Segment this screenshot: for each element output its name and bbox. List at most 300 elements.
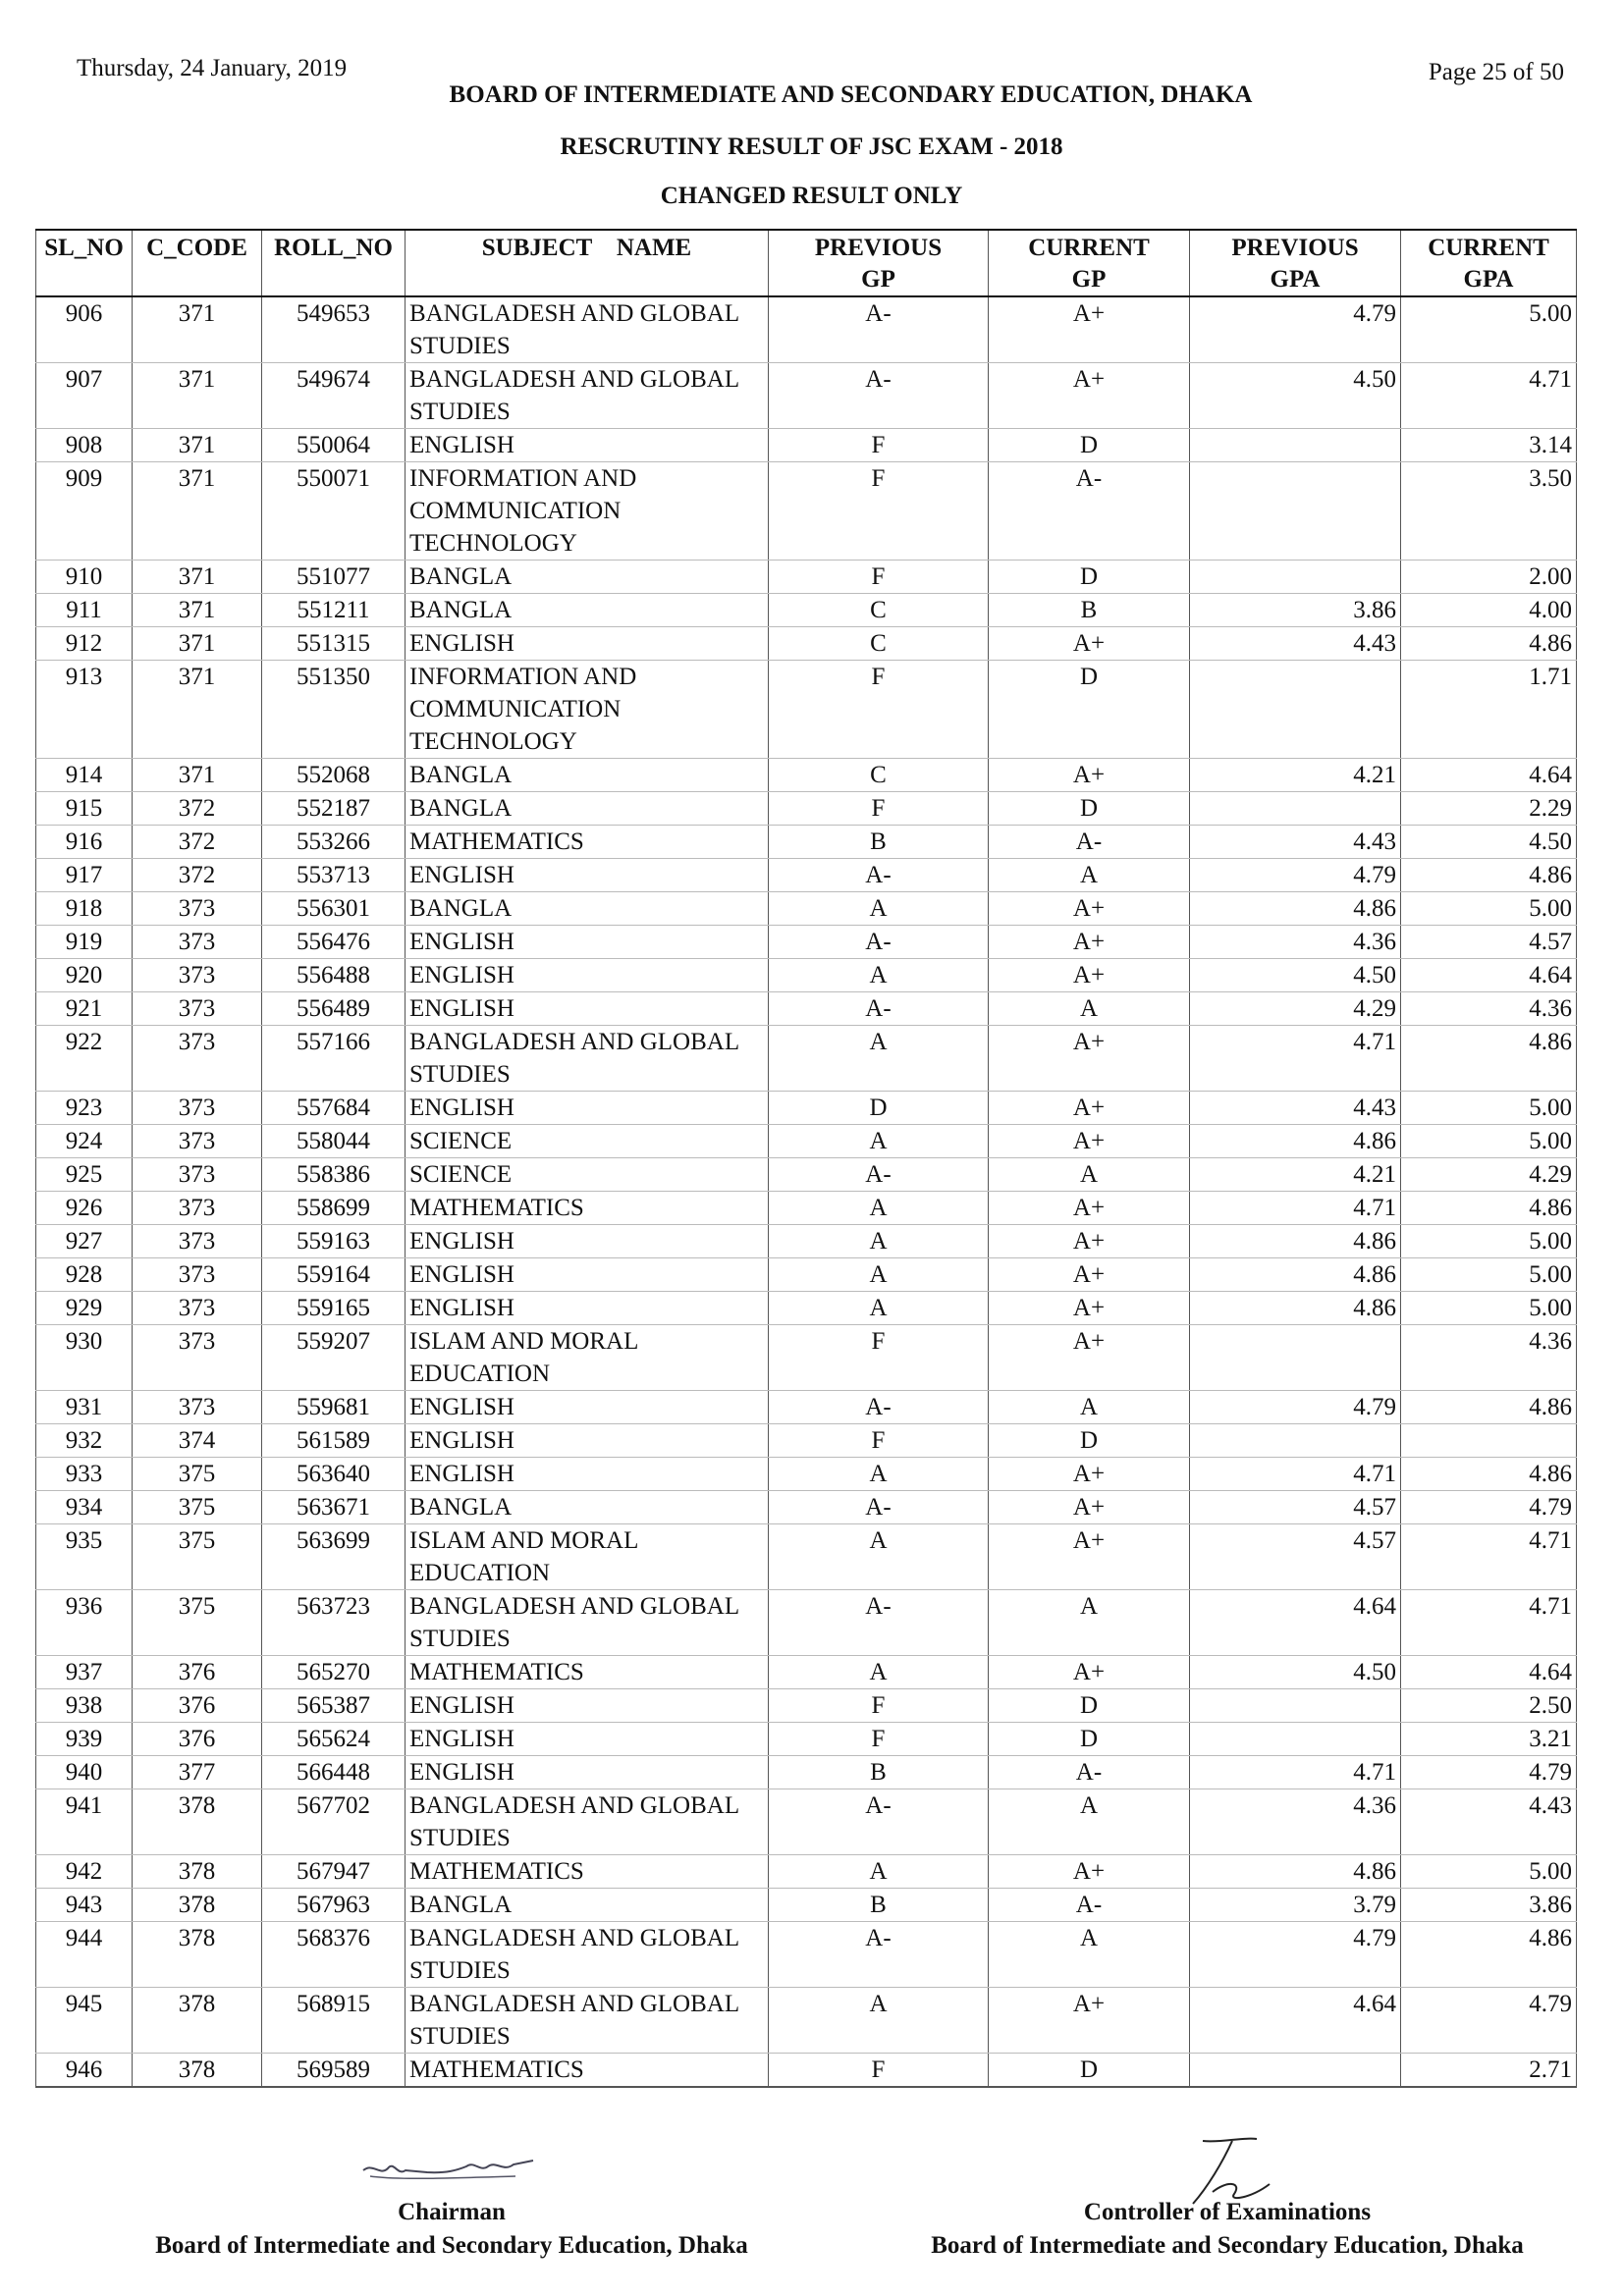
cell-subject: BANGLA <box>406 561 769 594</box>
cell-c-code: 378 <box>133 1988 262 2054</box>
cell-previous-gp: F <box>769 2054 989 2088</box>
cell-roll-no: 549653 <box>262 296 406 363</box>
cell-current-gp: A+ <box>989 959 1190 992</box>
cell-previous-gp: A <box>769 1292 989 1325</box>
cell-roll-no: 565624 <box>262 1723 406 1756</box>
cell-previous-gpa: 4.36 <box>1190 926 1401 959</box>
cell-roll-no: 551211 <box>262 594 406 627</box>
cell-subject: BANGLADESH AND GLOBAL STUDIES <box>406 1026 769 1092</box>
cell-subject: ENGLISH <box>406 627 769 661</box>
cell-previous-gp: A- <box>769 1391 989 1424</box>
cell-current-gpa: 4.79 <box>1401 1988 1577 2054</box>
cell-roll-no: 565270 <box>262 1656 406 1689</box>
cell-current-gpa: 4.50 <box>1401 826 1577 859</box>
cell-subject: ENGLISH <box>406 1225 769 1258</box>
cell-sl-no: 935 <box>36 1524 133 1590</box>
cell-previous-gpa: 4.36 <box>1190 1789 1401 1855</box>
cell-previous-gpa <box>1190 2054 1401 2088</box>
cell-roll-no: 569589 <box>262 2054 406 2088</box>
cell-c-code: 373 <box>133 1026 262 1092</box>
cell-current-gpa: 4.71 <box>1401 363 1577 429</box>
exam-title: RESCRUTINY RESULT OF JSC EXAM - 2018 <box>560 133 1063 160</box>
cell-roll-no: 552068 <box>262 759 406 792</box>
cell-subject: ENGLISH <box>406 1258 769 1292</box>
cell-roll-no: 556476 <box>262 926 406 959</box>
cell-current-gpa: 5.00 <box>1401 1292 1577 1325</box>
cell-current-gpa: 3.21 <box>1401 1723 1577 1756</box>
cell-roll-no: 557166 <box>262 1026 406 1092</box>
col-header-ccode: C_CODE <box>133 230 262 296</box>
cell-c-code: 371 <box>133 462 262 561</box>
cell-sl-no: 912 <box>36 627 133 661</box>
cell-current-gp: A- <box>989 462 1190 561</box>
cell-previous-gpa: 4.86 <box>1190 1258 1401 1292</box>
cell-current-gpa: 1.71 <box>1401 661 1577 759</box>
cell-current-gp: A+ <box>989 1258 1190 1292</box>
table-row <box>36 926 1577 959</box>
cell-c-code: 371 <box>133 296 262 363</box>
cell-subject: BANGLADESH AND GLOBAL STUDIES <box>406 296 769 363</box>
cell-previous-gpa <box>1190 561 1401 594</box>
table-row <box>36 1458 1577 1491</box>
cell-current-gp: A <box>989 992 1190 1026</box>
cell-subject: ENGLISH <box>406 992 769 1026</box>
cell-c-code: 376 <box>133 1689 262 1723</box>
cell-current-gp: A- <box>989 1756 1190 1789</box>
cell-previous-gpa: 4.79 <box>1190 1922 1401 1988</box>
table-row <box>36 1789 1577 1855</box>
cell-subject: INFORMATION AND COMMUNICATION TECHNOLOGY <box>406 462 769 561</box>
table-row <box>36 1889 1577 1922</box>
table-row <box>36 1125 1577 1158</box>
cell-previous-gp: F <box>769 462 989 561</box>
cell-c-code: 373 <box>133 1192 262 1225</box>
table-header-row <box>36 230 1577 296</box>
cell-previous-gpa: 4.79 <box>1190 1391 1401 1424</box>
cell-previous-gpa: 4.71 <box>1190 1026 1401 1092</box>
cell-subject: ENGLISH <box>406 1723 769 1756</box>
chairman-signature <box>358 2143 545 2192</box>
cell-previous-gp: F <box>769 561 989 594</box>
cell-c-code: 373 <box>133 1125 262 1158</box>
cell-current-gp: D <box>989 1689 1190 1723</box>
cell-sl-no: 924 <box>36 1125 133 1158</box>
chairman-title: Chairman <box>398 2199 506 2225</box>
cell-subject: BANGLADESH AND GLOBAL STUDIES <box>406 363 769 429</box>
cell-current-gpa: 5.00 <box>1401 1092 1577 1125</box>
cell-subject: ENGLISH <box>406 1292 769 1325</box>
controller-signature-block <box>884 2196 1571 2263</box>
table-row <box>36 561 1577 594</box>
cell-subject: BANGLADESH AND GLOBAL STUDIES <box>406 1789 769 1855</box>
cell-previous-gpa: 4.64 <box>1190 1590 1401 1656</box>
table-row <box>36 1590 1577 1656</box>
cell-c-code: 373 <box>133 1325 262 1391</box>
cell-previous-gpa <box>1190 1723 1401 1756</box>
col-header-sl: SL_NO <box>36 230 133 296</box>
cell-previous-gpa: 4.50 <box>1190 959 1401 992</box>
cell-sl-no: 940 <box>36 1756 133 1789</box>
cell-previous-gpa <box>1190 792 1401 826</box>
cell-current-gp: A <box>989 1391 1190 1424</box>
cell-subject: MATHEMATICS <box>406 1855 769 1889</box>
cell-sl-no: 921 <box>36 992 133 1026</box>
cell-sl-no: 923 <box>36 1092 133 1125</box>
cell-current-gpa: 4.29 <box>1401 1158 1577 1192</box>
cell-previous-gpa <box>1190 661 1401 759</box>
cell-previous-gpa: 4.79 <box>1190 859 1401 892</box>
cell-sl-no: 926 <box>36 1192 133 1225</box>
table-row <box>36 429 1577 462</box>
cell-current-gpa: 2.50 <box>1401 1689 1577 1723</box>
cell-current-gpa: 5.00 <box>1401 1855 1577 1889</box>
cell-current-gpa: 3.50 <box>1401 462 1577 561</box>
cell-roll-no: 563640 <box>262 1458 406 1491</box>
result-table <box>35 229 1577 2088</box>
col-header-prev-gpa: PREVIOUS GPA <box>1190 230 1401 296</box>
cell-current-gp: D <box>989 1424 1190 1458</box>
cell-subject: ENGLISH <box>406 1092 769 1125</box>
cell-current-gpa: 4.86 <box>1401 1391 1577 1424</box>
cell-roll-no: 567702 <box>262 1789 406 1855</box>
cell-c-code: 373 <box>133 1158 262 1192</box>
cell-subject: BANGLA <box>406 1889 769 1922</box>
cell-previous-gpa: 4.86 <box>1190 1125 1401 1158</box>
table-row <box>36 1026 1577 1092</box>
cell-current-gpa: 4.71 <box>1401 1524 1577 1590</box>
cell-current-gp: A+ <box>989 627 1190 661</box>
table-row <box>36 1391 1577 1424</box>
cell-current-gpa: 5.00 <box>1401 1225 1577 1258</box>
cell-c-code: 371 <box>133 759 262 792</box>
cell-sl-no: 938 <box>36 1689 133 1723</box>
cell-sl-no: 942 <box>36 1855 133 1889</box>
cell-subject: MATHEMATICS <box>406 2054 769 2088</box>
cell-sl-no: 943 <box>36 1889 133 1922</box>
cell-previous-gp: A- <box>769 1789 989 1855</box>
table-row <box>36 363 1577 429</box>
cell-current-gpa: 4.00 <box>1401 594 1577 627</box>
cell-c-code: 378 <box>133 1922 262 1988</box>
cell-previous-gpa <box>1190 1689 1401 1723</box>
cell-previous-gp: A <box>769 959 989 992</box>
cell-roll-no: 552187 <box>262 792 406 826</box>
table-row <box>36 1258 1577 1292</box>
cell-subject: SCIENCE <box>406 1125 769 1158</box>
cell-previous-gpa: 4.29 <box>1190 992 1401 1026</box>
cell-subject: ENGLISH <box>406 859 769 892</box>
cell-roll-no: 563723 <box>262 1590 406 1656</box>
cell-current-gpa: 2.00 <box>1401 561 1577 594</box>
cell-c-code: 378 <box>133 2054 262 2088</box>
cell-subject: BANGLADESH AND GLOBAL STUDIES <box>406 1988 769 2054</box>
cell-subject: ENGLISH <box>406 1689 769 1723</box>
cell-c-code: 371 <box>133 594 262 627</box>
chairman-org: Board of Intermediate and Secondary Education, Dhaka <box>155 2232 748 2259</box>
cell-previous-gp: A <box>769 1192 989 1225</box>
cell-c-code: 378 <box>133 1855 262 1889</box>
cell-current-gpa: 4.86 <box>1401 1922 1577 1988</box>
cell-roll-no: 550071 <box>262 462 406 561</box>
cell-roll-no: 556489 <box>262 992 406 1026</box>
cell-subject: ISLAM AND MORAL EDUCATION <box>406 1325 769 1391</box>
cell-sl-no: 944 <box>36 1922 133 1988</box>
cell-sl-no: 936 <box>36 1590 133 1656</box>
cell-current-gpa: 4.64 <box>1401 959 1577 992</box>
cell-current-gp: A+ <box>989 1026 1190 1092</box>
controller-title: Controller of Examinations <box>1083 2199 1372 2225</box>
cell-subject: BANGLA <box>406 594 769 627</box>
cell-previous-gp: F <box>769 429 989 462</box>
cell-previous-gpa: 4.71 <box>1190 1458 1401 1491</box>
cell-roll-no: 568915 <box>262 1988 406 2054</box>
cell-current-gp: A+ <box>989 1458 1190 1491</box>
cell-current-gpa: 4.86 <box>1401 1026 1577 1092</box>
cell-current-gpa: 4.79 <box>1401 1756 1577 1789</box>
cell-previous-gpa: 4.43 <box>1190 826 1401 859</box>
cell-c-code: 378 <box>133 1789 262 1855</box>
cell-current-gp: D <box>989 561 1190 594</box>
cell-subject: MATHEMATICS <box>406 826 769 859</box>
cell-sl-no: 945 <box>36 1988 133 2054</box>
cell-previous-gp: A <box>769 1855 989 1889</box>
col-header-curr-gp: CURRENT GP <box>989 230 1190 296</box>
cell-previous-gpa: 4.21 <box>1190 759 1401 792</box>
cell-sl-no: 930 <box>36 1325 133 1391</box>
cell-current-gp: A <box>989 1922 1190 1988</box>
cell-roll-no: 559681 <box>262 1391 406 1424</box>
table-row <box>36 1656 1577 1689</box>
cell-c-code: 372 <box>133 859 262 892</box>
table-row <box>36 859 1577 892</box>
cell-previous-gp: A- <box>769 859 989 892</box>
cell-roll-no: 556488 <box>262 959 406 992</box>
cell-current-gp: A+ <box>989 1092 1190 1125</box>
cell-roll-no: 567947 <box>262 1855 406 1889</box>
cell-roll-no: 559163 <box>262 1225 406 1258</box>
cell-subject: ENGLISH <box>406 1424 769 1458</box>
cell-current-gp: A+ <box>989 1656 1190 1689</box>
controller-org: Board of Intermediate and Secondary Education, Dhaka <box>931 2232 1524 2259</box>
cell-subject: ENGLISH <box>406 959 769 992</box>
cell-current-gp: A- <box>989 826 1190 859</box>
cell-previous-gp: A <box>769 1258 989 1292</box>
cell-roll-no: 553713 <box>262 859 406 892</box>
cell-previous-gpa: 4.57 <box>1190 1524 1401 1590</box>
cell-c-code: 373 <box>133 1391 262 1424</box>
cell-current-gp: A- <box>989 1889 1190 1922</box>
table-row <box>36 1192 1577 1225</box>
cell-subject: ENGLISH <box>406 1391 769 1424</box>
cell-previous-gp: A <box>769 1524 989 1590</box>
cell-c-code: 375 <box>133 1458 262 1491</box>
cell-previous-gp: F <box>769 1689 989 1723</box>
cell-roll-no: 553266 <box>262 826 406 859</box>
page-number: Page 25 of 50 <box>1428 59 1564 85</box>
cell-sl-no: 929 <box>36 1292 133 1325</box>
cell-roll-no: 558044 <box>262 1125 406 1158</box>
cell-current-gp: A+ <box>989 1855 1190 1889</box>
cell-subject: SCIENCE <box>406 1158 769 1192</box>
cell-current-gp: A+ <box>989 1292 1190 1325</box>
cell-current-gpa: 4.64 <box>1401 759 1577 792</box>
cell-sl-no: 907 <box>36 363 133 429</box>
table-row <box>36 826 1577 859</box>
cell-previous-gp: D <box>769 1092 989 1125</box>
cell-roll-no: 559207 <box>262 1325 406 1391</box>
cell-subject: BANGLA <box>406 759 769 792</box>
col-header-roll: ROLL_NO <box>262 230 406 296</box>
cell-current-gpa: 4.36 <box>1401 992 1577 1026</box>
table-row <box>36 661 1577 759</box>
cell-current-gpa: 5.00 <box>1401 1125 1577 1158</box>
cell-current-gpa: 5.00 <box>1401 296 1577 363</box>
table-row <box>36 462 1577 561</box>
cell-previous-gp: F <box>769 1325 989 1391</box>
cell-previous-gp: A <box>769 892 989 926</box>
cell-roll-no: 550064 <box>262 429 406 462</box>
table-row <box>36 1491 1577 1524</box>
cell-previous-gpa: 4.71 <box>1190 1192 1401 1225</box>
col-header-prev-gp: PREVIOUS GP <box>769 230 989 296</box>
cell-previous-gpa: 4.71 <box>1190 1756 1401 1789</box>
cell-current-gp: D <box>989 429 1190 462</box>
cell-subject: BANGLA <box>406 792 769 826</box>
cell-subject: BANGLADESH AND GLOBAL STUDIES <box>406 1590 769 1656</box>
cell-previous-gp: C <box>769 594 989 627</box>
cell-c-code: 378 <box>133 1889 262 1922</box>
table-row <box>36 627 1577 661</box>
cell-sl-no: 911 <box>36 594 133 627</box>
cell-current-gp: A <box>989 1789 1190 1855</box>
cell-previous-gp: C <box>769 759 989 792</box>
table-row <box>36 1292 1577 1325</box>
table-row <box>36 594 1577 627</box>
cell-previous-gpa: 4.79 <box>1190 296 1401 363</box>
cell-c-code: 372 <box>133 826 262 859</box>
table-row <box>36 1158 1577 1192</box>
cell-sl-no: 917 <box>36 859 133 892</box>
table-row <box>36 1092 1577 1125</box>
table-row <box>36 1325 1577 1391</box>
cell-sl-no: 918 <box>36 892 133 926</box>
cell-previous-gp: A- <box>769 1922 989 1988</box>
cell-previous-gp: A <box>769 1988 989 2054</box>
cell-previous-gp: A- <box>769 1158 989 1192</box>
cell-roll-no: 568376 <box>262 1922 406 1988</box>
table-row <box>36 759 1577 792</box>
table-row <box>36 1424 1577 1458</box>
cell-sl-no: 939 <box>36 1723 133 1756</box>
cell-current-gpa: 4.86 <box>1401 859 1577 892</box>
cell-sl-no: 913 <box>36 661 133 759</box>
cell-previous-gpa: 3.86 <box>1190 594 1401 627</box>
cell-previous-gp: B <box>769 1889 989 1922</box>
cell-roll-no: 563699 <box>262 1524 406 1590</box>
cell-previous-gpa: 4.57 <box>1190 1491 1401 1524</box>
cell-sl-no: 925 <box>36 1158 133 1192</box>
cell-previous-gp: F <box>769 1723 989 1756</box>
cell-previous-gp: C <box>769 627 989 661</box>
cell-c-code: 375 <box>133 1590 262 1656</box>
cell-previous-gp: F <box>769 1424 989 1458</box>
cell-subject: ENGLISH <box>406 926 769 959</box>
cell-current-gp: D <box>989 2054 1190 2088</box>
cell-previous-gp: A <box>769 1026 989 1092</box>
cell-current-gpa: 3.14 <box>1401 429 1577 462</box>
cell-roll-no: 558699 <box>262 1192 406 1225</box>
cell-subject: INFORMATION AND COMMUNICATION TECHNOLOGY <box>406 661 769 759</box>
cell-previous-gp: A- <box>769 992 989 1026</box>
cell-previous-gpa: 4.43 <box>1190 1092 1401 1125</box>
cell-c-code: 377 <box>133 1756 262 1789</box>
cell-current-gpa: 4.36 <box>1401 1325 1577 1391</box>
cell-roll-no: 551077 <box>262 561 406 594</box>
cell-current-gpa: 4.71 <box>1401 1590 1577 1656</box>
cell-subject: MATHEMATICS <box>406 1192 769 1225</box>
cell-current-gp: A+ <box>989 1225 1190 1258</box>
cell-current-gp: A+ <box>989 759 1190 792</box>
cell-current-gpa: 5.00 <box>1401 892 1577 926</box>
cell-previous-gpa <box>1190 429 1401 462</box>
cell-current-gpa: 2.71 <box>1401 2054 1577 2088</box>
cell-sl-no: 946 <box>36 2054 133 2088</box>
cell-previous-gpa: 4.50 <box>1190 363 1401 429</box>
cell-previous-gp: B <box>769 1756 989 1789</box>
cell-previous-gp: A <box>769 1125 989 1158</box>
cell-current-gpa: 4.86 <box>1401 1192 1577 1225</box>
cell-current-gp: D <box>989 661 1190 759</box>
cell-previous-gp: A- <box>769 926 989 959</box>
cell-sl-no: 931 <box>36 1391 133 1424</box>
cell-sl-no: 932 <box>36 1424 133 1458</box>
cell-current-gp: B <box>989 594 1190 627</box>
cell-subject: ISLAM AND MORAL EDUCATION <box>406 1524 769 1590</box>
cell-current-gpa: 4.86 <box>1401 1458 1577 1491</box>
cell-current-gpa: 4.57 <box>1401 926 1577 959</box>
table-row <box>36 892 1577 926</box>
cell-sl-no: 909 <box>36 462 133 561</box>
cell-roll-no: 567963 <box>262 1889 406 1922</box>
table-row <box>36 992 1577 1026</box>
cell-previous-gp: A- <box>769 1590 989 1656</box>
cell-c-code: 373 <box>133 1292 262 1325</box>
cell-current-gpa: 4.86 <box>1401 627 1577 661</box>
cell-subject: BANGLA <box>406 892 769 926</box>
cell-sl-no: 920 <box>36 959 133 992</box>
cell-previous-gp: A <box>769 1225 989 1258</box>
table-row <box>36 792 1577 826</box>
cell-sl-no: 910 <box>36 561 133 594</box>
cell-previous-gpa: 4.64 <box>1190 1988 1401 2054</box>
cell-c-code: 371 <box>133 627 262 661</box>
cell-previous-gp: A <box>769 1656 989 1689</box>
cell-roll-no: 559164 <box>262 1258 406 1292</box>
cell-c-code: 373 <box>133 1092 262 1125</box>
table-row <box>36 1689 1577 1723</box>
cell-sl-no: 933 <box>36 1458 133 1491</box>
cell-current-gp: A+ <box>989 1325 1190 1391</box>
table-row <box>36 1922 1577 1988</box>
table-row <box>36 2054 1577 2088</box>
cell-previous-gpa: 4.21 <box>1190 1158 1401 1192</box>
cell-roll-no: 549674 <box>262 363 406 429</box>
cell-previous-gpa <box>1190 462 1401 561</box>
table-row <box>36 1723 1577 1756</box>
col-header-subject: SUBJECT NAME <box>406 230 769 296</box>
cell-previous-gpa <box>1190 1424 1401 1458</box>
cell-c-code: 374 <box>133 1424 262 1458</box>
